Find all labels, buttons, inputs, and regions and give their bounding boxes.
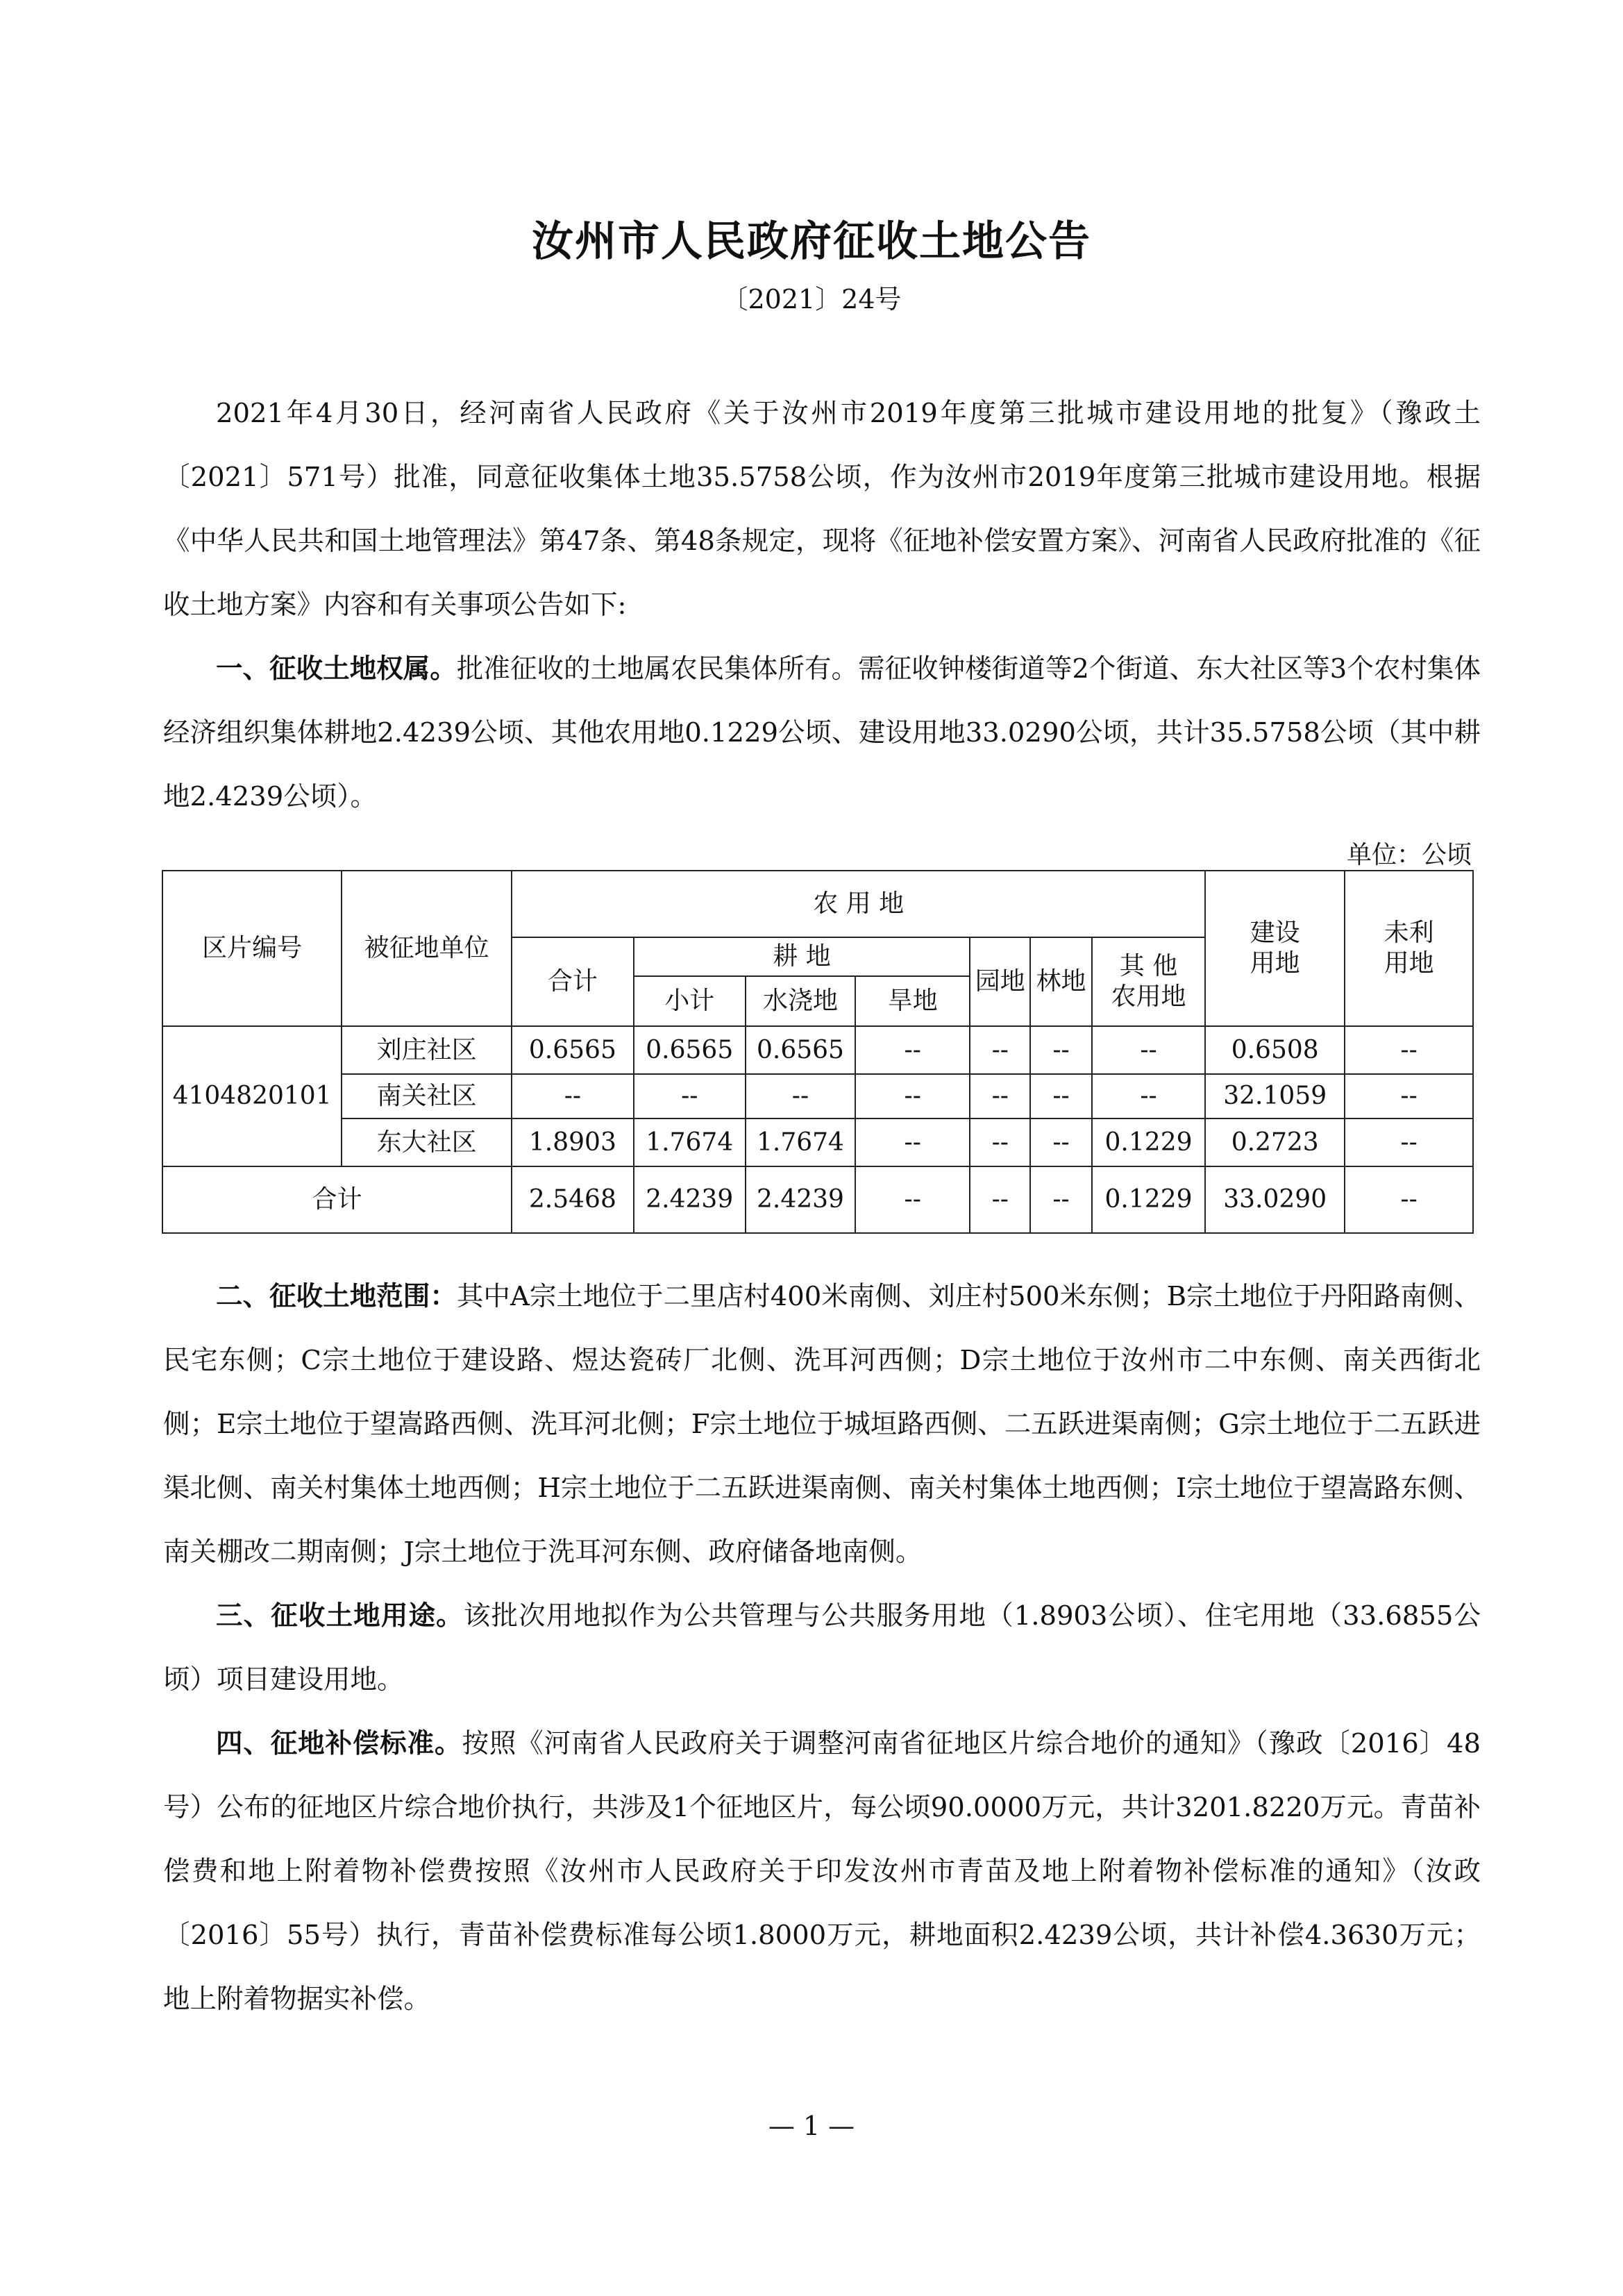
header-forest: 林地 [1030,937,1092,1026]
cell-garden: -- [970,1118,1030,1166]
cell-forest: -- [1030,1026,1092,1074]
header-arable: 耕 地 [634,937,970,976]
cell-other: -- [1092,1074,1205,1118]
cell-garden: -- [970,1074,1030,1118]
cell-garden: -- [970,1026,1030,1074]
sum-total: 2.5468 [512,1166,634,1233]
cell-unused: -- [1345,1026,1473,1074]
cell-construction: 0.6508 [1205,1026,1345,1074]
sum-label: 合计 [162,1166,512,1233]
sum-row [162,1166,1473,1233]
header-other-agri: 其 他 农用地 [1092,937,1205,1026]
cell-unused: -- [1345,1118,1473,1166]
header-row [162,871,1473,937]
section-1-text: 批准征收的土地属农民集体所有。需征收钟楼街道等2个街道、东大社区等3个农村集体经济组织集体耕地2.4239公顷、其他农用地0.1229公顷、建设用地33.0290公顷，共计35.5758公顷（其中耕地2.4239公顷）。 [163,653,1481,812]
table-row [162,1026,1473,1074]
cell-total: -- [512,1074,634,1118]
sum-forest: -- [1030,1166,1092,1233]
cell-irrigated: -- [746,1074,855,1118]
intro-paragraph: 2021年4月30日，经河南省人民政府《关于汝州市2019年度第三批城市建设用地的批复》（豫政土〔2021〕571号）批准，同意征收集体土地35.5758公顷，作为汝州市2019年度第三批城市建设用地。根据《中华人民共和国土地管理法》第47条、第48条规定，现将《征地补偿安置方案》、河南省人民政府批准的《征收土地方案》内容和有关事项公告如下: [163,398,1481,621]
cell-irrigated: 1.7674 [746,1118,855,1166]
header-unused: 未利 用地 [1345,871,1473,1026]
header-dry: 旱地 [855,976,970,1026]
sum-other: 0.1229 [1092,1166,1205,1233]
cell-construction: 0.2723 [1205,1118,1345,1166]
header-agri: 农 用 地 [512,871,1205,937]
section-4-heading: 四、征地补偿标准。 [216,1728,462,1759]
cell-dry: -- [855,1026,970,1074]
section-2-paragraph [163,1265,1481,1584]
header-total: 合计 [512,937,634,1026]
header-irrigated: 水浇地 [746,976,855,1026]
cell-unused: -- [1345,1074,1473,1118]
sum-subtotal: 2.4239 [634,1166,746,1233]
cell-dry: -- [855,1074,970,1118]
header-district-no: 区片编号 [162,871,342,1026]
cell-irrigated: 0.6565 [746,1026,855,1074]
sum-garden: -- [970,1166,1030,1233]
section-4-paragraph [163,1712,1481,2031]
sections-block [163,1265,1481,2031]
cell-name: 东大社区 [342,1118,512,1166]
cell-other: -- [1092,1026,1205,1074]
cell-construction: 32.1059 [1205,1074,1345,1118]
header-garden: 园地 [970,937,1030,1026]
section-3-text: 该批次用地拟作为公共管理与公共服务用地（1.8903公顷）、住宅用地（33.6855公顷）项目建设用地。 [163,1600,1481,1695]
section-1-paragraph [163,637,1481,829]
header-unit-name: 被征地单位 [342,871,512,1026]
table-unit-label: 单位：公顷 [1346,841,1472,869]
land-table [162,870,1474,1234]
intro-block [163,382,1481,829]
cell-subtotal: -- [634,1074,746,1118]
cell-total: 1.8903 [512,1118,634,1166]
section-2-heading: 二、征收土地范围： [216,1281,457,1312]
cell-forest: -- [1030,1074,1092,1118]
cell-name: 南关社区 [342,1074,512,1118]
page-number: — 1 — [768,2111,855,2141]
cell-forest: -- [1030,1118,1092,1166]
cell-other: 0.1229 [1092,1118,1205,1166]
district-code: 4104820101 [162,1026,342,1166]
cell-total: 0.6565 [512,1026,634,1074]
header-construction: 建设 用地 [1205,871,1345,1026]
cell-subtotal: 0.6565 [634,1026,746,1074]
header-subtotal: 小计 [634,976,746,1026]
section-3-heading: 三、征收土地用途。 [216,1600,464,1632]
sum-irrigated: 2.4239 [746,1166,855,1233]
cell-dry: -- [855,1118,970,1166]
cell-name: 刘庄社区 [342,1026,512,1074]
sum-unused: -- [1345,1166,1473,1233]
table-row [162,1118,1473,1166]
section-3-paragraph [163,1584,1481,1712]
document-number: 〔2021〕24号 [721,284,902,315]
sum-construction: 33.0290 [1205,1166,1345,1233]
document-title: 汝州市人民政府征收土地公告 [532,217,1091,266]
section-2-text: 其中A宗土地位于二里店村400米南侧、刘庄村500米东侧；B宗土地位于丹阳路南侧、民宅东侧；C宗土地位于建设路、煜达瓷砖厂北侧、洗耳河西侧；D宗土地位于汝州市二中东侧、南关西街北侧；E宗土地位于望嵩路西侧、洗耳河北侧；F宗土地位于城垣路西侧、二五跃进渠南侧；G宗土地位于二五跃进渠北侧、南关村集体土地西侧；H宗土地位于二五跃进渠南侧、南关村集体土地西侧；I宗土地位于望嵩路东侧、南关棚改二期南侧；J宗土地位于洗耳河东侧、政府储备地南侧。 [163,1281,1481,1568]
cell-subtotal: 1.7674 [634,1118,746,1166]
sum-dry: -- [855,1166,970,1233]
section-4-text: 按照《河南省人民政府关于调整河南省征地区片综合地价的通知》（豫政〔2016〕48号）公布的征地区片综合地价执行，共涉及1个征地区片，每公顷90.0000万元，共计3201.8220万元。青苗补偿费和地上附着物补偿费按照《汝州市人民政府关于印发汝州市青苗及地上附着物补偿标准的通知》（汝政〔2016〕55号）执行，青苗补偿费标准每公顷1.8000万元，耕地面积2.4239公顷，共计补偿4.3630万元；地上附着物据实补偿。 [163,1728,1481,2015]
section-1-heading: 一、征收土地权属。 [216,653,457,685]
table-row [162,1074,1473,1118]
